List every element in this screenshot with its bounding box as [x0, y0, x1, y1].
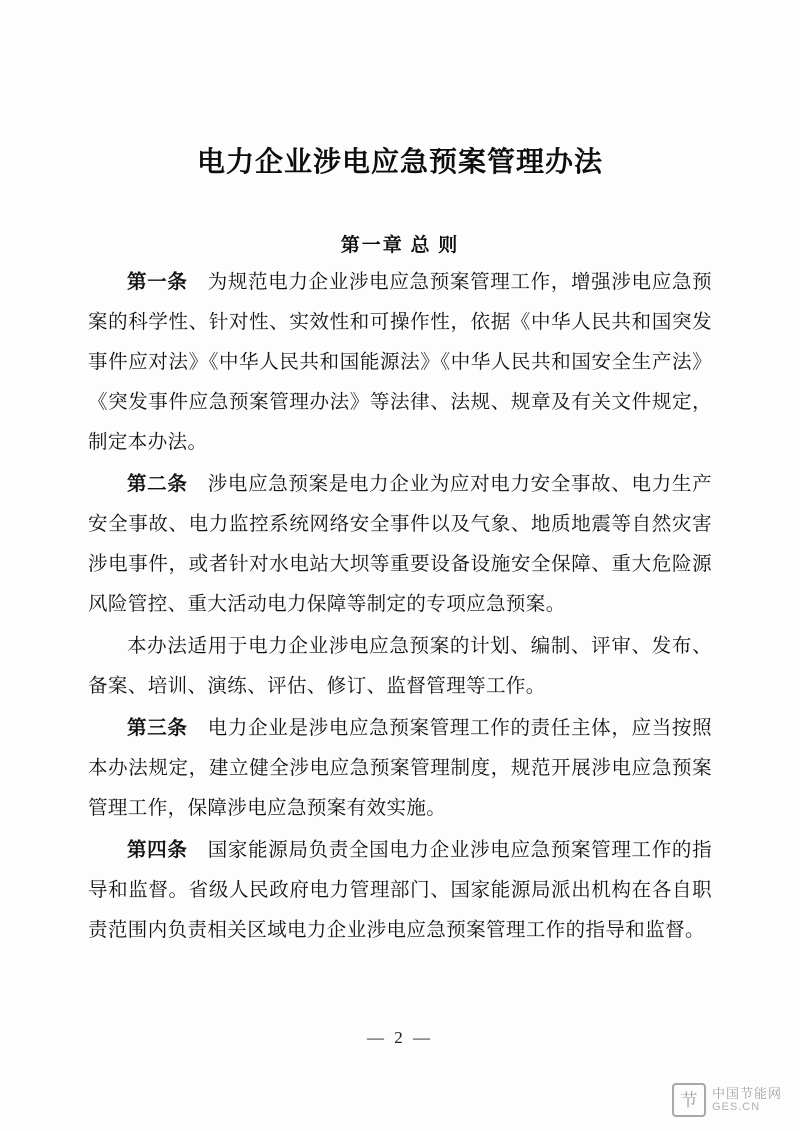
- paragraph-2: [88, 465, 712, 625]
- paragraph-2-text: 涉电应急预案是电力企业为应对电力安全事故、电力生产安全事故、电力监控系统网络安全事件以及气象、地质地震等自然灾害涉电事件，或者针对水电站大坝等重要设备设施安全保障、重大危险源风险管控、重大活动电力保障等制定的专项应急预案。: [88, 474, 712, 615]
- page-number: — 2 —: [367, 1028, 433, 1047]
- paragraph-2-lead: 第二条: [127, 474, 188, 495]
- watermark-name-en: GES.CN: [711, 1101, 761, 1114]
- chapter-heading: 第一章 总 则: [340, 235, 460, 256]
- paragraph-5-text: 国家能源局负责全国电力企业涉电应急预案管理工作的指导和监督。省级人民政府电力管理部门、国家能源局派出机构在各自职责范围内负责相关区域电力企业涉电应急预案管理工作的指导和监督。: [88, 840, 712, 941]
- paragraph-1-lead: 第一条: [127, 272, 188, 293]
- watermark-text: [712, 1087, 782, 1114]
- watermark-logo-icon: 节: [672, 1083, 706, 1117]
- watermark-name-cn: 中国节能网: [711, 1085, 782, 1101]
- paragraph-3: [88, 627, 712, 707]
- paragraph-1: [88, 263, 712, 463]
- paragraph-5-lead: 第四条: [127, 840, 188, 861]
- page-title: 电力企业涉电应急预案管理办法: [196, 147, 603, 178]
- watermark: [672, 1083, 782, 1117]
- paragraph-5: [88, 831, 712, 951]
- paragraph-4-lead: 第三条: [127, 718, 188, 739]
- paragraph-1-text: 为规范电力企业涉电应急预案管理工作，增强涉电应急预案的科学性、针对性、实效性和可操作性，依据《中华人民共和国突发事件应对法》《中华人民共和国能源法》《中华人民共和国安全生产法》《突发事件应急预案管理办法》等法律、法规、规章及有关文件规定，制定本办法。: [88, 272, 712, 453]
- paragraph-3-text: 本办法适用于电力企业涉电应急预案的计划、编制、评审、发布、备案、培训、演练、评估、修订、监督管理等工作。: [88, 636, 712, 697]
- paragraph-4-text: 电力企业是涉电应急预案管理工作的责任主体，应当按照本办法规定，建立健全涉电应急预案管理制度，规范开展涉电应急预案管理工作，保障涉电应急预案有效实施。: [88, 718, 712, 819]
- paragraph-4: [88, 709, 712, 829]
- document-body: [0, 263, 800, 951]
